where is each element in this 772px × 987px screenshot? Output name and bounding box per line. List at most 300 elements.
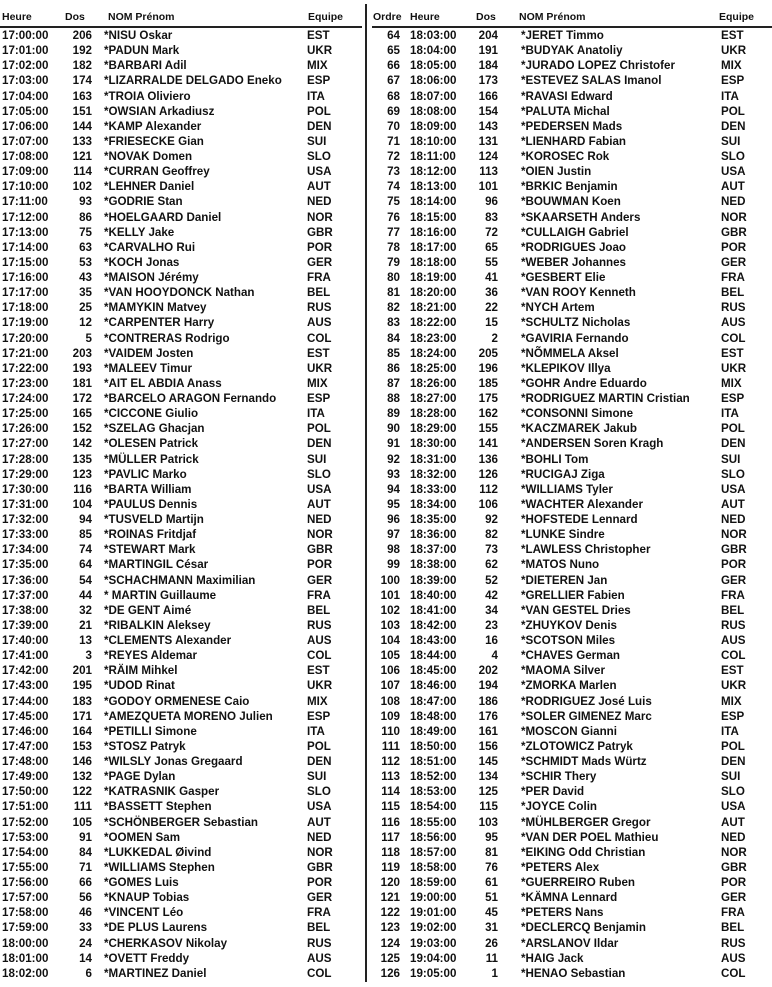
cell-team: ESP <box>721 709 745 723</box>
cell-time: 18:06:00 <box>410 74 457 88</box>
cell-name: *OVETT Freddy <box>104 951 190 965</box>
cell-name: *TUSVELD Martijn <box>104 513 204 526</box>
cell-dos: 134 <box>478 770 498 784</box>
cell-dos: 181 <box>72 376 92 390</box>
cell-team: SUI <box>721 770 741 784</box>
cell-time: 17:48:00 <box>2 755 49 768</box>
cell-name: *MARTINEZ Daniel <box>104 966 207 980</box>
cell-time: 17:11:00 <box>2 195 48 209</box>
table-row <box>372 421 749 436</box>
cell-dos: 104 <box>72 497 92 511</box>
cell-team: DEN <box>307 755 332 768</box>
cell-time: 19:00:00 <box>410 891 457 905</box>
cell-order: 123 <box>380 921 400 935</box>
cell-name: *PETERS Alex <box>521 860 600 874</box>
cell-team: FRA <box>307 906 331 920</box>
cell-dos: 102 <box>72 180 92 194</box>
cell-team: NOR <box>721 210 747 224</box>
cell-dos: 203 <box>72 346 92 360</box>
cell-order: 92 <box>387 452 400 466</box>
cell-dos: 101 <box>478 180 498 194</box>
cell-dos: 83 <box>485 210 498 224</box>
cell-time: 18:00:00 <box>2 936 49 950</box>
cell-team: ITA <box>307 407 325 421</box>
cell-dos: 13 <box>79 634 92 647</box>
cell-time: 17:46:00 <box>2 724 49 738</box>
cell-name: *RIBALKIN Aleksey <box>104 618 211 632</box>
cell-time: 17:37:00 <box>2 588 49 602</box>
cell-time: 18:05:00 <box>410 59 457 73</box>
cell-name: *STOSZ Patryk <box>104 739 186 753</box>
cell-dos: 126 <box>478 467 498 481</box>
table-row <box>0 467 362 482</box>
cell-dos: 36 <box>485 286 498 300</box>
cell-name: *SCHMIDT Mads Würtz <box>521 755 647 768</box>
cell-team: AUS <box>721 634 746 647</box>
table-row <box>0 225 362 240</box>
cell-dos: 194 <box>478 679 498 693</box>
cell-dos: 133 <box>72 134 92 148</box>
cell-order: 120 <box>380 876 400 889</box>
cell-name: *AIT EL ABDIA Anass <box>104 376 222 390</box>
cell-dos: 125 <box>478 785 498 799</box>
cell-order: 89 <box>387 407 400 421</box>
table-row <box>372 936 749 951</box>
table-header <box>372 0 772 28</box>
cell-time: 17:57:00 <box>2 891 49 905</box>
cell-time: 18:56:00 <box>410 830 457 844</box>
table-row <box>0 391 362 406</box>
cell-time: 18:01:00 <box>2 951 49 965</box>
cell-dos: 95 <box>485 830 498 844</box>
cell-dos: 173 <box>478 74 498 88</box>
cell-dos: 195 <box>72 679 92 693</box>
cell-team: NOR <box>307 845 333 859</box>
cell-team: SUI <box>307 770 327 784</box>
cell-time: 17:16:00 <box>2 271 49 284</box>
table-row <box>0 603 362 618</box>
table-row <box>372 905 749 920</box>
cell-name: *MAOMA Silver <box>521 664 605 678</box>
table-row <box>372 89 749 104</box>
cell-order: 98 <box>387 543 400 557</box>
table-row <box>372 270 749 285</box>
cell-name: *HENAO Sebastian <box>521 966 626 980</box>
cell-order: 83 <box>387 316 400 330</box>
cell-time: 17:41:00 <box>2 649 49 663</box>
cell-order: 114 <box>381 785 400 799</box>
header-team: Equipe <box>308 11 344 23</box>
cell-time: 17:00:00 <box>2 29 49 42</box>
table-row <box>372 406 749 421</box>
cell-time: 17:58:00 <box>2 906 49 920</box>
cell-dos: 192 <box>72 44 92 58</box>
table-row <box>0 89 362 104</box>
cell-dos: 164 <box>72 724 92 738</box>
cell-team: ESP <box>721 392 745 405</box>
table-row <box>372 542 749 557</box>
table-row <box>0 149 362 164</box>
table-row <box>372 164 749 179</box>
cell-time: 17:23:00 <box>2 376 49 390</box>
cell-dos: 84 <box>79 845 92 859</box>
cell-team: AUT <box>307 815 331 829</box>
cell-dos: 2 <box>491 331 498 345</box>
cell-order: 66 <box>387 59 400 73</box>
cell-dos: 143 <box>478 119 498 133</box>
cell-team: ITA <box>307 89 325 103</box>
cell-dos: 34 <box>485 603 498 617</box>
table-row <box>372 452 749 467</box>
cell-name: *WILLIAMS Stephen <box>104 860 215 874</box>
cell-team: ITA <box>307 724 325 738</box>
cell-name: *GOMES Luis <box>104 876 179 889</box>
cell-time: 17:50:00 <box>2 785 49 799</box>
cell-time: 17:06:00 <box>2 119 49 133</box>
table-row <box>372 179 749 194</box>
cell-name: *CARPENTER Harry <box>104 316 215 330</box>
cell-name: *WILLIAMS Tyler <box>521 482 613 496</box>
cell-name: *BARTA William <box>104 482 192 496</box>
cell-team: AUS <box>307 951 332 965</box>
cell-time: 17:43:00 <box>2 679 49 693</box>
cell-name: *CLEMENTS Alexander <box>104 634 232 647</box>
table-row <box>0 845 362 860</box>
cell-dos: 166 <box>478 89 498 103</box>
cell-name: *CONSONNI Simone <box>521 407 634 421</box>
cell-time: 18:45:00 <box>410 664 457 678</box>
cell-name: *KOROSEC Rok <box>521 150 610 163</box>
cell-dos: 51 <box>485 891 498 905</box>
cell-name: *KATRASNIK Gasper <box>104 785 220 799</box>
cell-order: 91 <box>387 437 400 451</box>
cell-order: 102 <box>380 603 400 617</box>
cell-team: MIX <box>307 59 328 73</box>
table-row <box>372 557 749 572</box>
cell-order: 75 <box>387 195 400 209</box>
cell-name: *KACZMAREK Jakub <box>521 422 637 436</box>
cell-name: *JOYCE Colin <box>521 800 598 814</box>
cell-name: *ZHUYKOV Denis <box>521 618 617 632</box>
table-row <box>372 210 749 225</box>
cell-name: *WEBER Johannes <box>521 255 627 269</box>
table-row <box>372 603 749 618</box>
cell-team: ITA <box>721 407 739 421</box>
cell-team: BEL <box>721 921 745 935</box>
cell-order: 70 <box>387 119 400 133</box>
cell-time: 17:26:00 <box>2 422 49 436</box>
cell-order: 124 <box>380 936 400 950</box>
cell-team: RUS <box>721 301 746 315</box>
table-row <box>372 769 749 784</box>
header-name: NOM Prénom <box>108 11 175 23</box>
cell-dos: 43 <box>79 271 92 284</box>
cell-order: 106 <box>380 664 400 678</box>
cell-dos: 32 <box>79 603 92 617</box>
cell-time: 18:41:00 <box>410 603 457 617</box>
cell-order: 111 <box>381 739 400 753</box>
table-body <box>372 28 749 981</box>
cell-time: 17:38:00 <box>2 603 49 617</box>
cell-order: 71 <box>387 134 400 148</box>
cell-team: GER <box>721 255 747 269</box>
cell-time: 18:36:00 <box>410 528 457 542</box>
cell-order: 87 <box>387 376 400 390</box>
cell-time: 17:08:00 <box>2 150 49 163</box>
cell-time: 18:47:00 <box>410 694 457 708</box>
table-row <box>372 285 749 300</box>
cell-dos: 23 <box>485 618 498 632</box>
cell-time: 18:22:00 <box>410 316 457 330</box>
cell-time: 18:26:00 <box>410 376 457 390</box>
table-row <box>0 875 362 890</box>
cell-dos: 136 <box>478 452 498 466</box>
cell-team: USA <box>721 482 746 496</box>
cell-team: ITA <box>721 724 739 738</box>
cell-order: 112 <box>381 755 400 768</box>
cell-team: COL <box>721 649 746 663</box>
cell-name: *VINCENT Léo <box>104 906 184 920</box>
cell-name: *MARTINGIL César <box>104 558 209 572</box>
cell-time: 17:36:00 <box>2 573 49 587</box>
cell-team: EST <box>721 29 744 42</box>
cell-time: 19:04:00 <box>410 951 457 965</box>
table-row <box>0 905 362 920</box>
cell-name: *RODRIGUEZ José Luis <box>521 694 652 708</box>
cell-dos: 64 <box>79 558 92 572</box>
table-row <box>0 799 362 814</box>
cell-dos: 183 <box>72 694 92 708</box>
cell-name: *RODRIGUEZ MARTIN Cristian <box>521 392 690 405</box>
cell-dos: 63 <box>79 240 92 254</box>
table-row <box>0 860 362 875</box>
cell-name: *VAN HOOYDONCK Nathan <box>104 286 255 300</box>
cell-team: NED <box>721 195 746 209</box>
table-row <box>0 210 362 225</box>
table-row <box>372 890 749 905</box>
cell-dos: 73 <box>485 543 498 557</box>
cell-time: 18:16:00 <box>410 225 457 239</box>
table-row <box>372 255 749 270</box>
cell-team: AUT <box>307 180 331 194</box>
cell-time: 17:02:00 <box>2 59 49 73</box>
cell-name: *MÜHLBERGER Gregor <box>521 815 651 829</box>
cell-name: *CURRAN Geoffrey <box>104 165 210 179</box>
cell-team: NED <box>307 195 332 209</box>
cell-team: POR <box>721 240 747 254</box>
cell-dos: 114 <box>73 165 92 179</box>
cell-dos: 122 <box>72 785 92 799</box>
cell-dos: 113 <box>479 165 498 179</box>
table-row <box>372 633 749 648</box>
cell-team: POR <box>307 240 333 254</box>
cell-dos: 11 <box>485 951 498 965</box>
table-row <box>0 164 362 179</box>
table-row <box>0 270 362 285</box>
cell-order: 108 <box>380 694 400 708</box>
table-row <box>372 830 749 845</box>
cell-dos: 182 <box>72 59 92 73</box>
cell-team: ESP <box>307 74 331 88</box>
table-row <box>0 331 362 346</box>
cell-name: *BASSETT Stephen <box>104 800 212 814</box>
cell-time: 17:40:00 <box>2 634 49 647</box>
table-row <box>0 179 362 194</box>
cell-name: *CULLAIGH Gabriel <box>521 225 629 239</box>
cell-team: AUS <box>307 316 332 330</box>
cell-team: POL <box>307 739 331 753</box>
table-row <box>0 527 362 542</box>
cell-team: UKR <box>721 361 747 375</box>
cell-name: *OWSIAN Arkadiusz <box>104 104 215 118</box>
cell-team: USA <box>721 165 746 179</box>
table-row <box>0 104 362 119</box>
cell-team: GER <box>307 891 333 905</box>
cell-name: *BRKIC Benjamin <box>521 180 618 194</box>
table-row <box>372 648 749 663</box>
cell-order: 85 <box>387 346 400 360</box>
table-row <box>0 830 362 845</box>
cell-team: MIX <box>721 59 742 73</box>
cell-order: 100 <box>380 573 400 587</box>
cell-dos: 206 <box>72 29 92 42</box>
table-header <box>0 0 362 28</box>
cell-time: 17:33:00 <box>2 528 49 542</box>
cell-order: 125 <box>380 951 400 965</box>
cell-order: 90 <box>387 422 400 436</box>
table-row <box>372 300 749 315</box>
table-row <box>0 58 362 73</box>
cell-name: *OOMEN Sam <box>104 830 181 844</box>
cell-time: 18:40:00 <box>410 588 457 602</box>
cell-team: RUS <box>307 301 332 315</box>
table-row <box>0 557 362 572</box>
cell-name: *SKAARSETH Anders <box>521 210 641 224</box>
cell-order: 97 <box>387 528 400 542</box>
cell-dos: 55 <box>485 255 498 269</box>
cell-order: 67 <box>387 74 400 88</box>
table-row <box>372 875 749 890</box>
cell-team: COL <box>307 966 332 980</box>
table-row <box>0 497 362 512</box>
cell-order: 76 <box>387 210 400 224</box>
cell-order: 126 <box>380 966 400 980</box>
table-row <box>372 512 749 527</box>
cell-time: 18:35:00 <box>410 513 457 526</box>
table-row <box>372 467 749 482</box>
cell-name: *DE PLUS Laurens <box>104 921 208 935</box>
cell-name: *FRIESECKE Gian <box>104 134 204 148</box>
cell-name: *MÜLLER Patrick <box>104 452 199 466</box>
cell-team: RUS <box>307 618 332 632</box>
table-row <box>0 43 362 58</box>
cell-order: 81 <box>387 286 400 300</box>
cell-team: NED <box>721 830 746 844</box>
cell-team: SLO <box>307 467 331 481</box>
cell-order: 118 <box>381 845 400 859</box>
table-row <box>0 769 362 784</box>
cell-dos: 96 <box>485 195 498 209</box>
table-row <box>372 966 749 981</box>
table-row <box>0 648 362 663</box>
table-row <box>0 285 362 300</box>
cell-dos: 193 <box>72 361 92 375</box>
table-row <box>0 512 362 527</box>
cell-name: *OIEN Justin <box>521 165 592 179</box>
cell-dos: 66 <box>79 876 92 889</box>
cell-name: *NISU Oskar <box>104 29 173 42</box>
cell-team: FRA <box>721 588 745 602</box>
cell-time: 18:25:00 <box>410 361 457 375</box>
cell-dos: 153 <box>72 739 92 753</box>
table-row <box>0 739 362 754</box>
table-row <box>372 391 749 406</box>
cell-dos: 3 <box>85 649 92 663</box>
cell-team: POL <box>307 104 331 118</box>
cell-dos: 172 <box>72 392 92 405</box>
header-team: Equipe <box>719 11 755 23</box>
cell-time: 18:17:00 <box>410 240 457 254</box>
cell-time: 18:12:00 <box>410 165 457 179</box>
cell-time: 17:25:00 <box>2 407 49 421</box>
cell-team: UKR <box>721 679 747 693</box>
cell-name: *LIZARRALDE DELGADO Eneko <box>104 74 282 88</box>
cell-name: *CICCONE Giulio <box>104 407 199 421</box>
cell-team: GER <box>721 891 747 905</box>
cell-time: 17:20:00 <box>2 331 49 345</box>
cell-team: NOR <box>307 528 333 542</box>
cell-team: GER <box>307 255 333 269</box>
cell-time: 17:05:00 <box>2 104 49 118</box>
cell-dos: 76 <box>485 860 498 874</box>
cell-time: 18:21:00 <box>410 301 457 315</box>
cell-name: *NYCH Artem <box>521 301 595 315</box>
table-row <box>0 678 362 693</box>
cell-dos: 145 <box>478 755 498 768</box>
cell-dos: 154 <box>478 104 498 118</box>
cell-time: 18:04:00 <box>410 44 457 58</box>
cell-time: 17:32:00 <box>2 513 49 526</box>
cell-name: *KAMP Alexander <box>104 119 202 133</box>
cell-name: *GRELLIER Fabien <box>521 588 625 602</box>
cell-name: *SCOTSON Miles <box>521 634 616 647</box>
cell-time: 18:24:00 <box>410 346 457 360</box>
table-row <box>372 346 749 361</box>
cell-dos: 6 <box>85 966 92 980</box>
cell-name: *CARVALHO Rui <box>104 240 196 254</box>
cell-dos: 105 <box>72 815 92 829</box>
cell-dos: 121 <box>72 150 92 163</box>
cell-name: *LIENHARD Fabian <box>521 134 626 148</box>
cell-time: 17:45:00 <box>2 709 49 723</box>
cell-team: GER <box>307 573 333 587</box>
cell-time: 18:54:00 <box>410 800 457 814</box>
cell-order: 101 <box>380 588 400 602</box>
cell-team: DEN <box>307 119 332 133</box>
table-row <box>372 527 749 542</box>
cell-time: 18:48:00 <box>410 709 457 723</box>
cell-order: 88 <box>387 392 400 405</box>
cell-name: *BOHLI Tom <box>521 452 589 466</box>
table-row <box>372 754 749 769</box>
cell-team: NOR <box>307 210 333 224</box>
cell-team: GBR <box>307 543 333 557</box>
cell-team: AUT <box>307 497 331 511</box>
cell-name: *PER David <box>521 785 585 799</box>
table-row <box>372 678 749 693</box>
table-row <box>372 920 749 935</box>
cell-order: 65 <box>387 44 400 58</box>
